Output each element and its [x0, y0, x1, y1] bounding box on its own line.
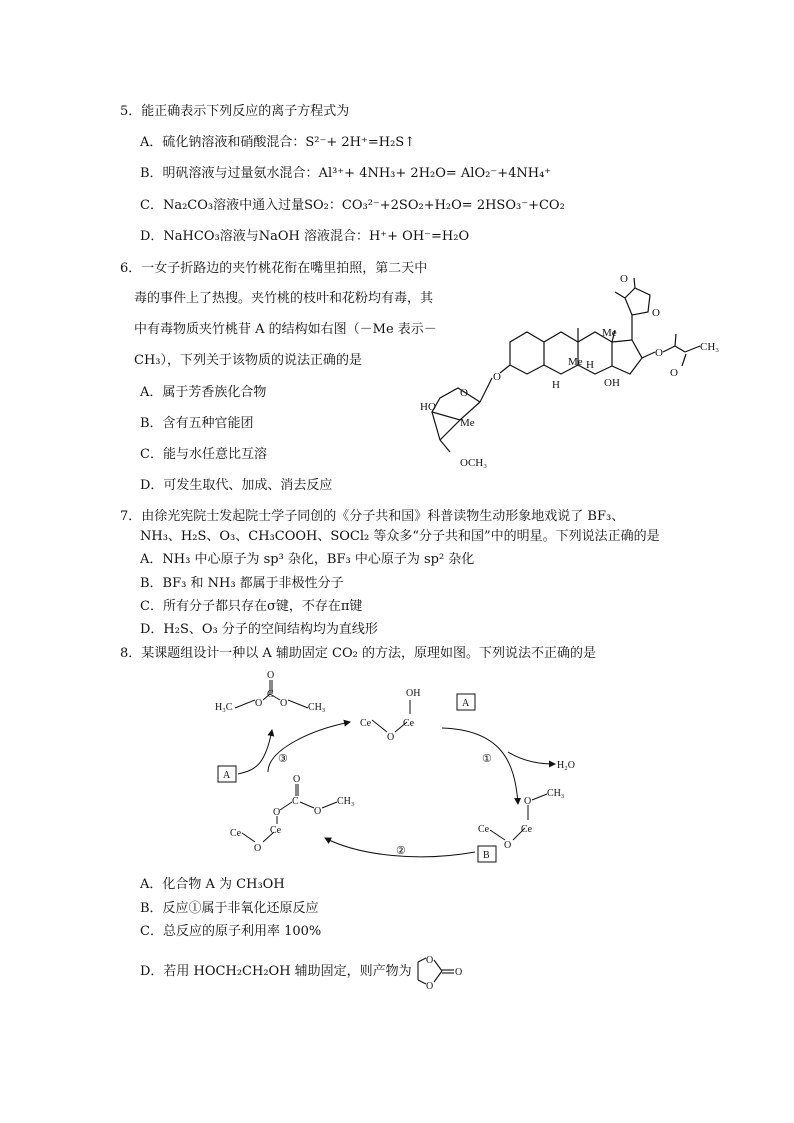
- struct-o-acetyl: O: [670, 367, 678, 379]
- q7-stem-line2: NH₃、H₂S、O₃、CH₃COOH、SOCl₂ 等众多“分子共和国”中的明星。下列说法正确的是: [140, 529, 660, 544]
- q6-option-d: D．可发生取代、加成、消去反应: [140, 478, 333, 493]
- step-3: ③: [278, 753, 288, 765]
- product-h2o: H₂O: [557, 760, 575, 771]
- dmc-c: C: [267, 689, 274, 700]
- carbonate-o1: O: [273, 807, 281, 818]
- ethylene-carbonate-structure: [412, 952, 472, 992]
- q8-option-b: B．反应①属于非氧化还原反应: [140, 901, 319, 916]
- q7-option-a: A．NH₃ 中心原子为 sp³ 杂化，BF₃ 中心原子为 sp² 杂化: [140, 552, 475, 567]
- svg-text:A: A: [462, 698, 470, 709]
- q8-option-a: A．化合物 A 为 CH₃OH: [140, 877, 285, 892]
- struct-och3: OCH₃: [460, 457, 488, 469]
- carbonate-c: C: [292, 796, 299, 807]
- q6-option-a: A．属于芳香族化合物: [140, 385, 267, 400]
- q7-option-b: B．BF₃ 和 NH₃ 都属于非极性分子: [140, 576, 344, 591]
- struct-me-c: Me: [568, 356, 583, 368]
- carbonate-o2: O: [314, 806, 322, 817]
- ce-left-right: Ce: [478, 824, 490, 835]
- q6-stem-line1: 6．一女子折路边的夹竹桃花衔在嘴里拍照，第二天中: [120, 261, 428, 276]
- ce-left-top: Ce: [360, 718, 372, 729]
- ce-right-top: Ce: [403, 718, 415, 729]
- svg-text:A: A: [223, 770, 231, 781]
- q6-stem-line3: 中有毒物质夹竹桃苷 A 的结构如右图（－Me 表示－: [134, 322, 437, 337]
- struct-ho: HO: [420, 401, 436, 413]
- dmc-o1: O: [255, 698, 263, 709]
- q8-stem: 8．某课题组设计一种以 A 辅助固定 CO₂ 的方法，原理如图。下列说法不正确的是: [120, 646, 597, 661]
- struct-me-sugar: Me: [460, 417, 475, 429]
- carbonate-ch3: CH₃: [337, 796, 355, 807]
- ce-o-bridge-top: O: [387, 732, 395, 743]
- ec-o-carbonyl: O: [455, 967, 463, 978]
- svg-text:B: B: [483, 850, 490, 861]
- dmc-o2: O: [280, 698, 288, 709]
- struct-o-lactone: O: [652, 307, 660, 319]
- ce-left-bottom: Ce: [230, 828, 242, 839]
- q5-stem: 5．能正确表示下列反应的离子方程式为: [120, 104, 350, 119]
- ce-right-right: Ce: [521, 824, 533, 835]
- q5-option-c: C．Na₂CO₃溶液中通入过量SO₂：CO₃²⁻+2SO₂+H₂O= 2HSO₃⁻+CO₂: [140, 198, 565, 213]
- q7-option-c: C．所有分子都只存在σ键，不存在π键: [140, 599, 363, 614]
- carbonate-o-top: O: [293, 774, 301, 785]
- ec-o-bottom: O: [426, 981, 434, 992]
- struct-o-ring: O: [460, 387, 468, 399]
- struct-h-c: H: [586, 359, 594, 371]
- dmc-h3c: H₃C: [215, 702, 233, 713]
- q8-option-c: C．总反应的原子利用率 100%: [140, 924, 322, 939]
- ce-o-methoxy: O: [524, 796, 532, 807]
- q5-option-b: B．明矾溶液与过量氨水混合：Al³⁺+ 4NH₃+ 2H₂O= AlO₂⁻+4NH₄⁺: [140, 166, 552, 181]
- q7-option-d: D．H₂S、O₃ 分子的空间结构均为直线形: [140, 622, 378, 637]
- ce-oh: OH: [406, 688, 421, 699]
- q6-stem-line4: CH₃），下列关于该物质的说法正确的是: [134, 353, 362, 368]
- ec-o-top: O: [426, 955, 434, 966]
- oleandrin-structure: [420, 270, 720, 480]
- q6-stem-line2: 毒的事件上了热搜。夹竹桃的枝叶和花粉均有毒，其: [134, 291, 434, 306]
- ce-o-bridge-bottom: O: [254, 843, 262, 854]
- q6-option-b: B．含有五种官能团: [140, 416, 254, 431]
- struct-h-b: H: [552, 379, 560, 391]
- struct-o-ester: O: [655, 347, 663, 359]
- dmc-ch3: CH₃: [308, 702, 326, 713]
- struct-o-carbonyl: O: [620, 273, 628, 285]
- ce-o-bridge-right: O: [504, 840, 512, 851]
- struct-me-d: Me: [602, 327, 617, 339]
- q5-option-d: D．NaHCO₃溶液与NaOH 溶液混合：H⁺+ OH⁻=H₂O: [140, 229, 470, 244]
- struct-o-glyco: O: [493, 371, 501, 383]
- co2-fixation-cycle: [210, 670, 575, 870]
- q6-option-c: C．能与水任意比互溶: [140, 447, 267, 462]
- step-1: ①: [482, 753, 492, 765]
- ce-right-bottom: Ce: [270, 825, 282, 836]
- q7-stem-line1: 7．由徐光宪院士发起院士学子同创的《分子共和国》科普读物生动形象地戏说了 BF₃、: [120, 509, 625, 524]
- q8-option-d: D．若用 HOCH₂CH₂OH 辅助固定，则产物为: [140, 964, 412, 979]
- ce-ch3-right: CH₃: [547, 788, 565, 799]
- struct-ch3: CH₃: [700, 341, 720, 353]
- dmc-o-top: O: [267, 670, 275, 681]
- q5-option-a: A．硫化钠溶液和硝酸混合：S²⁻+ 2H⁺=H₂S↑: [140, 135, 416, 150]
- step-2: ②: [396, 845, 406, 857]
- struct-oh: OH: [604, 377, 620, 389]
